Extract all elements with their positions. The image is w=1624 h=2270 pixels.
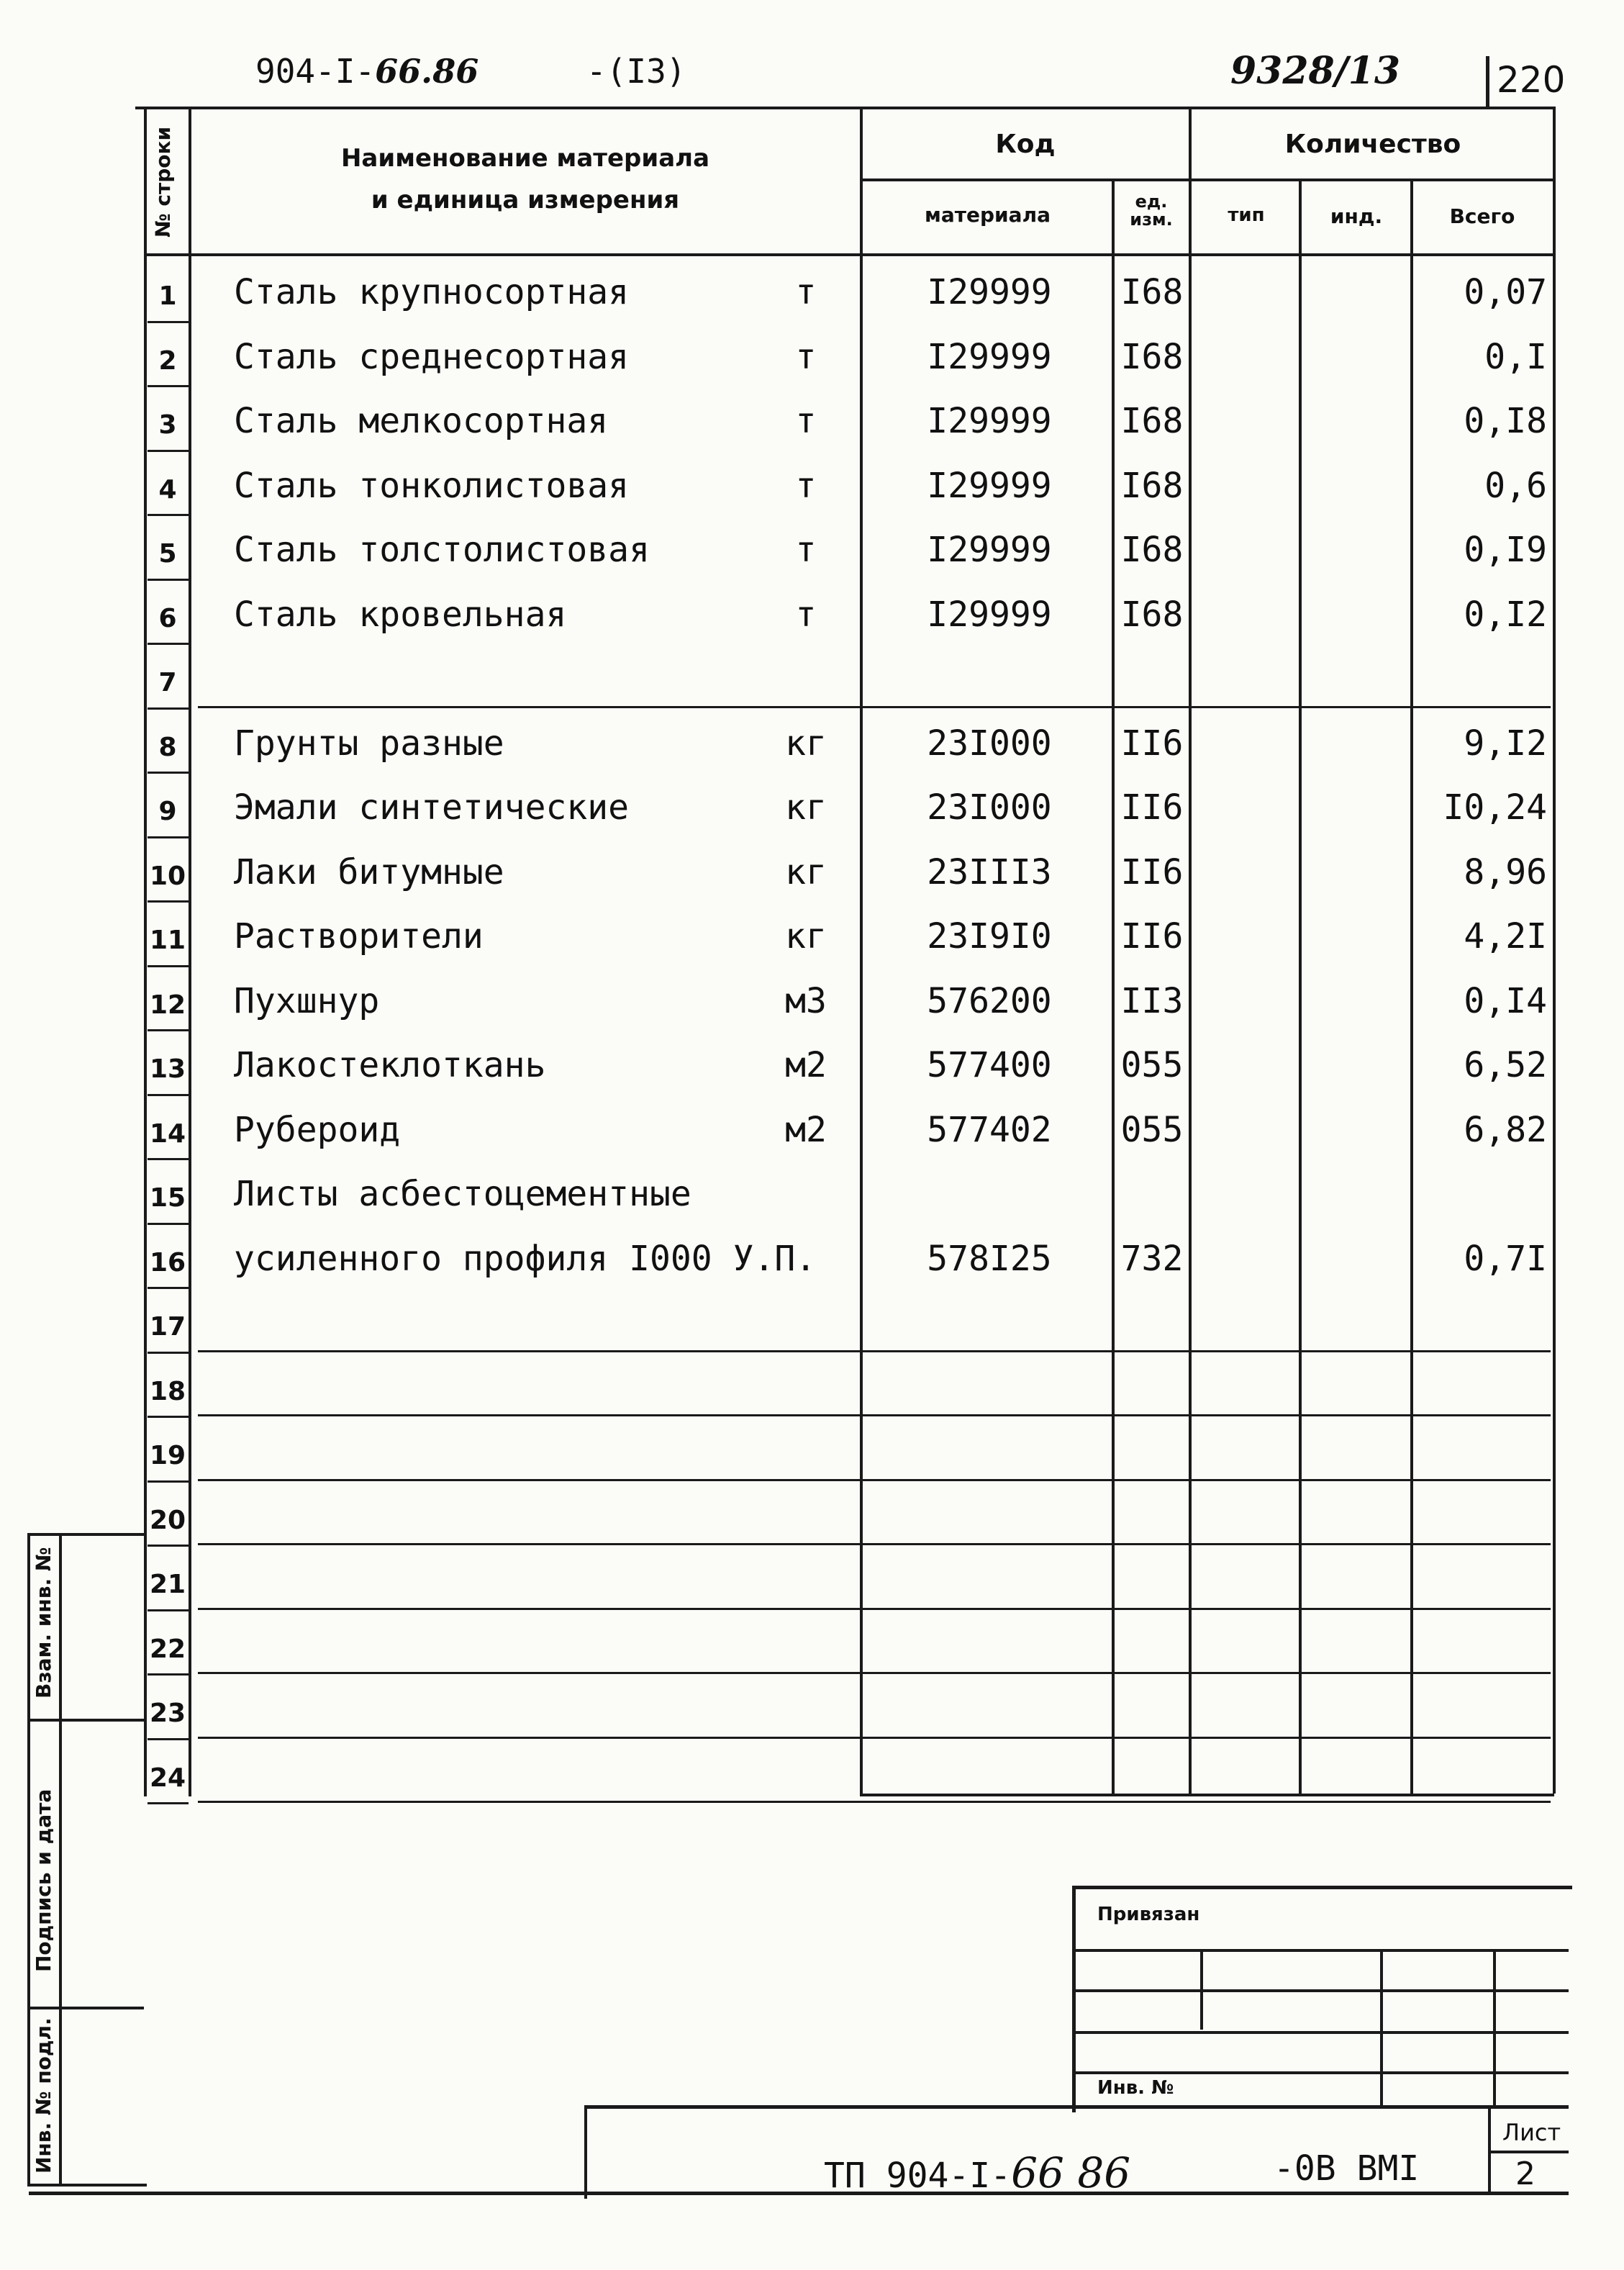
material-name: Эмали синтетические	[234, 787, 630, 828]
col-qty-ind: инд.	[1330, 204, 1383, 228]
unit-name: т	[795, 401, 817, 441]
material-name: Сталь мелкосортная	[234, 401, 609, 441]
unit-code: I68	[1120, 272, 1184, 312]
row-number: 2	[158, 345, 177, 376]
binding-inv-no: Инв. №	[1097, 2077, 1174, 2099]
material-code: I29999	[927, 594, 1052, 635]
col-code-material: материала	[925, 203, 1051, 227]
unit-name: м2	[785, 1109, 827, 1150]
material-name: Лаки битумные	[234, 851, 504, 892]
material-name: Сталь среднесортная	[234, 336, 630, 377]
row-number: 16	[149, 1247, 186, 1278]
unit-code: 055	[1120, 1045, 1184, 1085]
unit-code: 732	[1120, 1238, 1184, 1279]
material-code: I29999	[927, 401, 1052, 441]
series-hand: 66.86	[375, 52, 479, 91]
series-code	[255, 52, 478, 91]
row-number-separator	[148, 1029, 189, 1031]
archive-number: 9328/13	[1230, 49, 1401, 93]
side-inv-podl-label: Инв. № подл.	[32, 2017, 55, 2174]
sheet-box-sep	[1489, 2151, 1569, 2153]
row-number: 5	[158, 539, 177, 569]
material-name: Сталь крупносортная	[234, 272, 630, 312]
row-number-separator	[148, 514, 189, 516]
col-sep-total	[1410, 180, 1413, 1796]
material-name: Сталь кровельная	[234, 594, 567, 635]
unit-name: т	[795, 272, 817, 312]
row-line	[198, 1608, 1551, 1610]
unit-code: II3	[1120, 980, 1184, 1021]
row-number: 7	[158, 668, 177, 697]
quantity-total: 0,I9	[1464, 530, 1547, 570]
side-vzam-label: Взам. инв. №	[32, 1547, 55, 1699]
row-line	[198, 1479, 1551, 1481]
row-number-separator	[148, 1158, 189, 1160]
row-line	[198, 1801, 1551, 1803]
row-number: 9	[158, 797, 177, 826]
row-number-separator	[148, 836, 189, 838]
quantity-total: 4,2I	[1464, 916, 1547, 957]
row-number: 14	[149, 1118, 186, 1149]
row-line	[198, 1350, 1551, 1352]
row-number-separator	[148, 1480, 189, 1483]
material-name: Растворители	[234, 916, 484, 957]
row-number: 4	[158, 474, 177, 505]
row-number-separator	[148, 321, 189, 323]
quantity-total: 0,7I	[1464, 1238, 1547, 1279]
col-sep-unit	[1112, 180, 1115, 1796]
row-number: 11	[149, 926, 186, 955]
unit-code: II6	[1120, 787, 1184, 828]
row-number: 21	[149, 1570, 186, 1599]
unit-name: м3	[785, 980, 827, 1021]
side-stamp-sep1	[29, 1719, 144, 1722]
title-block-top	[586, 2105, 1569, 2109]
row-number-separator	[148, 1609, 189, 1611]
row-number: 12	[149, 990, 186, 1020]
row-number-separator	[148, 1094, 189, 1096]
row-number: 6	[158, 603, 177, 633]
side-stamp-col	[59, 1533, 62, 2184]
header-mid-line	[862, 178, 1553, 181]
row-number: 20	[149, 1505, 186, 1535]
unit-name: кг	[785, 851, 827, 892]
sheet-label: Лист	[1502, 2119, 1561, 2146]
row-line	[198, 706, 1551, 708]
unit-code: I68	[1120, 465, 1184, 506]
col-code: Код	[995, 130, 1056, 159]
unit-code: II6	[1120, 916, 1184, 957]
unit-name: т	[795, 594, 817, 635]
material-code: 578I25	[927, 1238, 1052, 1279]
row-number-separator	[148, 643, 189, 645]
row-number-separator	[148, 965, 189, 967]
row-number-separator	[148, 1416, 189, 1418]
row-number: 1	[158, 281, 177, 311]
unit-name: кг	[785, 916, 827, 957]
binding-title: Привязан	[1097, 1904, 1200, 1925]
row-number-separator	[148, 1287, 189, 1289]
unit-name: м2	[785, 1045, 827, 1085]
title-block-left	[584, 2105, 587, 2199]
quantity-total: 6,52	[1464, 1045, 1547, 1085]
material-name: усиленного профиля I000 У.П.	[234, 1238, 817, 1279]
unit-code: I68	[1120, 530, 1184, 570]
row-number-separator	[148, 579, 189, 581]
material-name: Сталь тонколистовая	[234, 465, 630, 506]
unit-name: кг	[785, 787, 827, 828]
quantity-total: 0,I8	[1464, 401, 1547, 441]
side-podpis-label: Подпись и дата	[32, 1789, 55, 1972]
page-no-divider	[1486, 56, 1489, 107]
row-number-separator	[148, 1673, 189, 1676]
doc-code-suffix: -0В ВМI	[1274, 2148, 1420, 2189]
material-code: 23III3	[927, 851, 1052, 892]
row-number: 8	[158, 732, 177, 762]
unit-code: I68	[1120, 401, 1184, 441]
binding-col1	[1200, 1950, 1203, 2030]
material-code: I29999	[927, 336, 1052, 377]
row-number: 18	[149, 1376, 186, 1406]
material-code: 577400	[927, 1045, 1052, 1085]
row-number: 17	[149, 1312, 186, 1342]
quantity-total: 0,I	[1484, 336, 1547, 377]
row-number: 22	[149, 1634, 186, 1664]
row-number: 19	[149, 1441, 186, 1470]
row-number-separator	[148, 450, 189, 452]
material-code: 23I000	[927, 723, 1052, 764]
row-number-separator	[148, 385, 189, 387]
series-prefix: 904-I-	[255, 52, 376, 91]
unit-name: т	[795, 465, 817, 506]
row-number-separator	[148, 1802, 189, 1804]
material-code: 576200	[927, 980, 1052, 1021]
material-name: Сталь толстолистовая	[234, 530, 650, 570]
page-bottom-line	[29, 2192, 1569, 2195]
material-name: Грунты разные	[234, 723, 504, 764]
header-bottom-line	[144, 253, 1554, 256]
unit-name: кг	[785, 723, 827, 764]
quantity-total: I0,24	[1443, 787, 1547, 828]
quantity-total: 6,82	[1464, 1109, 1547, 1150]
row-line	[198, 1672, 1551, 1674]
binding-col2	[1380, 1950, 1383, 2105]
material-name: Рубероид	[234, 1109, 401, 1150]
quantity-total: 9,I2	[1464, 723, 1547, 764]
unit-code: I68	[1120, 594, 1184, 635]
row-number-separator	[148, 900, 189, 903]
col-name-line1: Наименование материала	[340, 144, 710, 173]
row-line	[198, 1737, 1551, 1739]
col-row-no: № строки	[151, 126, 175, 238]
col-qty-total: Всего	[1449, 204, 1515, 228]
material-code: I29999	[927, 272, 1052, 312]
row-line	[198, 1543, 1551, 1545]
row-number-separator	[148, 772, 189, 774]
material-name: Листы асбестоцементные	[234, 1174, 691, 1214]
side-stamp-sep2	[29, 2007, 144, 2009]
doc-code-hand: 66 86	[1011, 2148, 1131, 2197]
col-sep-ind	[1299, 180, 1302, 1796]
material-code: 23I000	[927, 787, 1052, 828]
col-name-line2: и единица измерения	[371, 186, 680, 214]
quantity-total: 0,I4	[1464, 980, 1547, 1021]
sheet-number: 2	[1515, 2156, 1535, 2192]
binding-col3	[1493, 1950, 1496, 2105]
quantity-total: 0,07	[1464, 272, 1547, 312]
row-number-separator	[148, 1223, 189, 1225]
quantity-total: 0,6	[1484, 465, 1547, 506]
material-code: 577402	[927, 1109, 1052, 1150]
sheet-code: -(I3)	[586, 52, 686, 91]
material-code: I29999	[927, 530, 1052, 570]
unit-code: II6	[1120, 851, 1184, 892]
document-code	[824, 2148, 1130, 2197]
unit-code: II6	[1120, 723, 1184, 764]
material-name: Лакостеклоткань	[234, 1045, 546, 1085]
page-number: 220	[1497, 59, 1566, 101]
unit-name: т	[795, 530, 817, 570]
unit-code: I68	[1120, 336, 1184, 377]
unit-code: 055	[1120, 1109, 1184, 1150]
table-bottom-line	[862, 1794, 1554, 1796]
row-number-separator	[148, 1738, 189, 1740]
quantity-total: 8,96	[1464, 851, 1547, 892]
row-number: 13	[149, 1054, 186, 1084]
row-number: 23	[149, 1699, 186, 1728]
row-line	[198, 1414, 1551, 1416]
quantity-total: 0,I2	[1464, 594, 1547, 635]
row-number-separator	[148, 1545, 189, 1547]
doc-code-prefix: ТП 904-I-	[824, 2156, 1012, 2196]
material-name: Пухшнур	[234, 980, 380, 1021]
row-number: 15	[149, 1183, 186, 1213]
row-number-separator	[148, 707, 189, 710]
row-number: 10	[149, 861, 186, 891]
col-qty-type: тип	[1228, 204, 1265, 226]
col-code-unit: ед. изм.	[1130, 191, 1173, 230]
row-number-separator	[148, 1352, 189, 1354]
material-code: I29999	[927, 465, 1052, 506]
material-code: 23I9I0	[927, 916, 1052, 957]
col-qty: Количество	[1284, 130, 1461, 159]
row-number: 3	[158, 410, 177, 440]
unit-name: т	[795, 336, 817, 377]
row-number: 24	[149, 1763, 186, 1793]
